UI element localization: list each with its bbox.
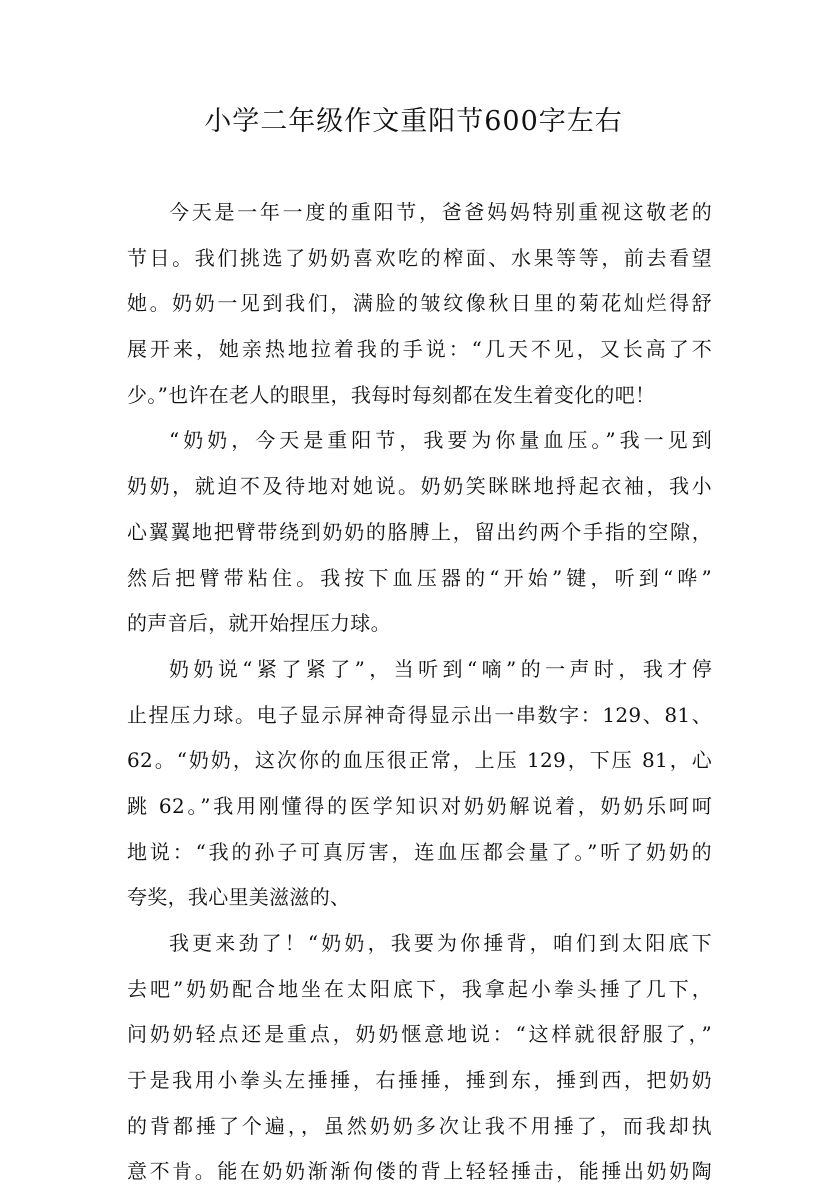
paragraph-line: 少。”也许在老人的眼里，我每时每刻都在发生着变化的吧！ — [127, 382, 656, 407]
paragraph-line: 心翼翼地把臂带绕到奶奶的胳膊上，留出约两个手指的空隙， — [127, 519, 712, 544]
paragraph-line: 止捏压力球。电子显示屏神奇得显示出一串数字：129、81、 — [127, 702, 712, 727]
paragraph-line: 问奶奶轻点还是重点，奶奶惬意地说：“这样就很舒服了，” — [127, 1022, 712, 1047]
paragraph-line: 我更来劲了！“奶奶，我要为你捶背，咱们到太阳底下 — [169, 931, 712, 955]
paragraph-line: 于是我用小拳头左捶捶，右捶捶，捶到东，捶到西，把奶奶 — [127, 1068, 712, 1093]
paragraph-line: 地说：“我的孙子可真厉害，连血压都会量了。”听了奶奶的 — [127, 839, 712, 864]
paragraph-line: 夸奖，我心里美滋滋的、 — [127, 885, 351, 910]
paragraph-line: 意不肯。能在奶奶渐渐佝偻的背上轻轻捶击，能捶出奶奶陶 — [127, 1159, 712, 1184]
paragraph-line: 奶奶说“紧了紧了”，当听到“嘀”的一声时，我才停 — [169, 656, 712, 681]
paragraph-line: 跳 62。”我用刚懂得的医学知识对奶奶解说着，奶奶乐呵呵 — [127, 793, 712, 818]
paragraph-line: 展开来，她亲热地拉着我的手说：“几天不见，又长高了不 — [127, 337, 712, 362]
paragraph-line: 奶奶，就迫不及待地对她说。奶奶笑眯眯地捋起衣袖，我小 — [127, 474, 712, 499]
paragraph-line: 62。“奶奶，这次你的血压很正常，上压 129，下压 81，心 — [127, 748, 712, 773]
paragraph-line: 她。奶奶一见到我们，满脸的皱纹像秋日里的菊花灿烂得舒 — [127, 291, 712, 316]
paragraph-line: 的声音后，就开始捏压力球。 — [127, 611, 391, 636]
paragraph-line: 今天是一年一度的重阳节，爸爸妈妈特别重视这敬老的 — [169, 200, 712, 224]
paragraph-line: 去吧”奶奶配合地坐在太阳底下，我拿起小拳头捶了几下， — [127, 976, 712, 1001]
paragraph-line: “奶奶，今天是重阳节，我要为你量血压。”我一见到 — [169, 428, 712, 453]
paragraph-line: 的背都捶了个遍，，虽然奶奶多次让我不用捶了，而我却执 — [127, 1113, 712, 1138]
document-title: 小学二年级作文重阳节600字左右 — [204, 106, 623, 137]
paragraph-line: 然后把臂带粘住。我按下血压器的“开始”键，听到“哗” — [127, 565, 712, 590]
essay-body — [127, 190, 712, 1195]
paragraph-line: 节日。我们挑选了奶奶喜欢吃的榨面、水果等等，前去看望 — [127, 245, 712, 270]
